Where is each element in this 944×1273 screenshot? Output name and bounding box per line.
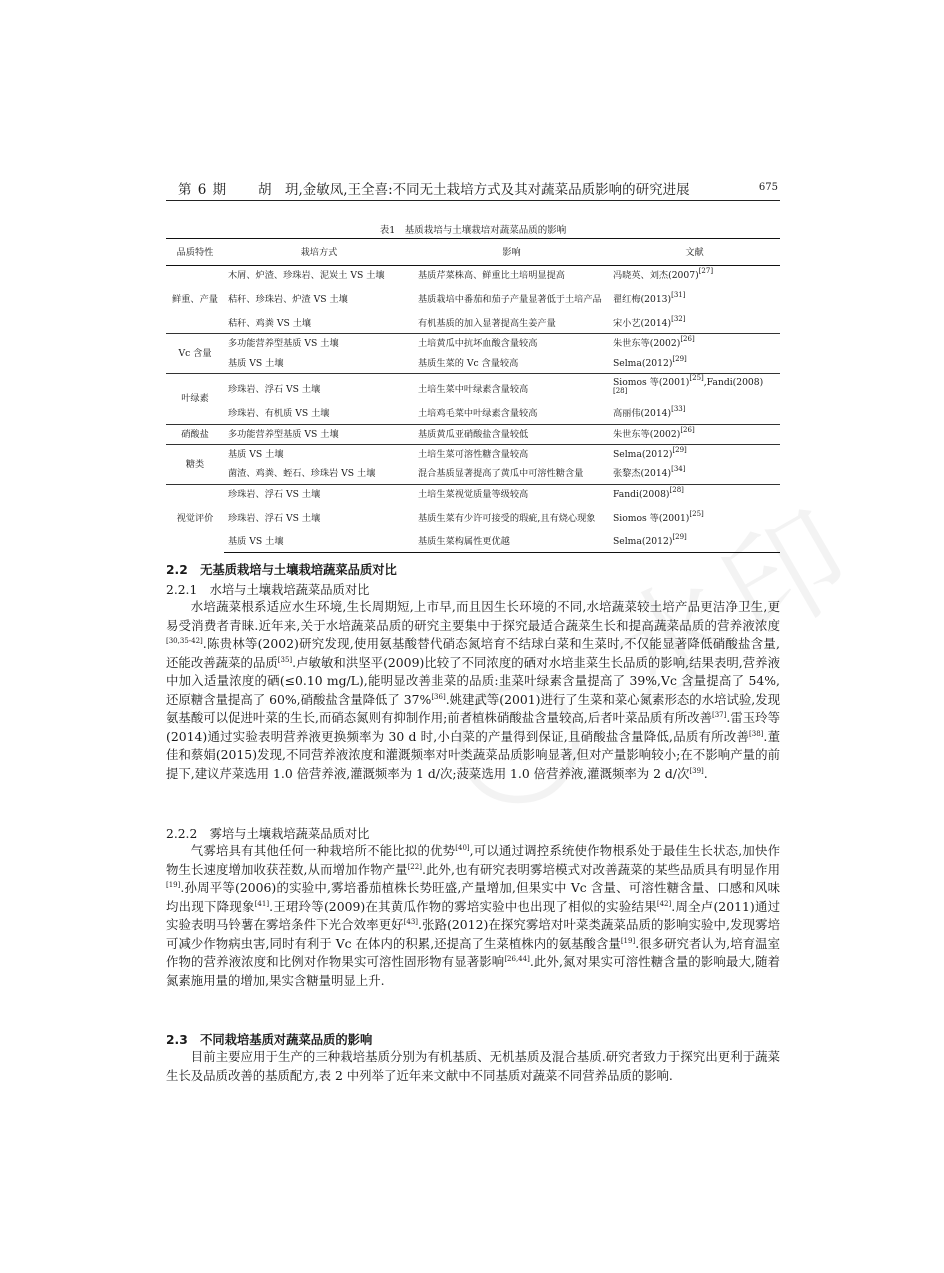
citation-mark: [39] — [689, 766, 704, 775]
cultivation-method: 基质 VS 土壤 — [224, 444, 414, 464]
quality-category: 视觉评价 — [166, 484, 224, 552]
body-text: .此外,氮对果实可溶性糖含量的影响最大,随着氮素施用量的增加,果实含糖量明显上升. — [166, 954, 780, 988]
cultivation-method: 珍珠岩、有机质 VS 土壤 — [228, 408, 330, 420]
reference-text: 翟红梅(2013) — [613, 294, 672, 305]
reference — [609, 404, 780, 424]
citation-mark: [36] — [431, 692, 446, 701]
quality-category: 糖类 — [166, 444, 224, 484]
reference-text: ,Fandi(2008) — [703, 377, 764, 388]
cultivation-method: 菌渣、鸡粪、蛭石、珍珠岩 VS 土壤 — [228, 468, 376, 480]
reference — [609, 374, 780, 405]
effect: 基质栽培中番茄和茄子产量显著低于土培产品 — [418, 294, 602, 305]
cultivation-method: 多功能营养型基质 VS 土壤 — [224, 424, 414, 444]
paragraph-aeroponics — [166, 842, 780, 990]
effect: 基质芹菜株高、鲜重比土培明显提高 — [418, 270, 565, 282]
effect: 基质生菜有少许可接受的瑕疵,且有烧心现象 — [418, 512, 596, 524]
quality-category: Vc 含量 — [166, 334, 224, 374]
col-header-method: 栽培方式 — [224, 239, 414, 266]
citation-mark: [32] — [671, 314, 686, 323]
col-header-quality: 品质特性 — [166, 239, 224, 266]
citation-mark: [33] — [671, 405, 686, 414]
citation-mark: [27] — [698, 267, 714, 276]
citation-mark: [30,35-42] — [166, 637, 203, 645]
citation-mark: [42] — [656, 899, 672, 908]
citation-mark: [41] — [254, 899, 270, 908]
body-text: ,可以通过调控系统使作物根系处于最佳生长状态,加快作物生长速度增加收获茬数,从而增加作物产量 — [166, 843, 780, 877]
body-text: .孙周平等(2006)的实验中,雾培番茄植株长势旺盛,产量增加,但果实中 Vc 含量、可溶性糖含量、口感和风味均出现下降现象 — [166, 880, 780, 914]
reference-text: 宋小艺(2014) — [613, 317, 672, 329]
effect: 有机基质的加入显著提高生姜产量 — [418, 317, 556, 329]
effect: 土培黄瓜中抗坏血酸含量较高 — [414, 334, 609, 354]
citation-mark: [19] — [620, 936, 636, 945]
cultivation-method: 珍珠岩、浮石 VS 土壤 — [228, 512, 321, 524]
table-row — [166, 444, 780, 464]
running-header — [166, 178, 780, 201]
citation-mark: [37] — [712, 711, 727, 719]
table-row — [166, 404, 780, 424]
table-row — [166, 314, 780, 334]
section-2-2-heading: 2.2 无基质栽培与土壤栽培蔬菜品质对比 — [166, 563, 397, 577]
reference-text: 高丽伟(2014) — [613, 408, 672, 420]
body-text: .此外,也有研究表明雾培模式对改善蔬菜的某些品质具有明显作用 — [421, 861, 780, 877]
effect: 土培鸡毛菜中叶绿素含量较高 — [418, 408, 538, 420]
reference — [609, 266, 780, 286]
table-row — [166, 374, 780, 405]
reference — [609, 334, 780, 354]
reference-text: Siomos 等(2001) — [613, 512, 690, 524]
body-text: .陈贵林等(2002)研究发现,使用氨基酸替代硝态氮培育不结球白菜和生菜时,不仅能显著降低硝酸盐含量,还能改善蔬菜的品质 — [166, 636, 780, 670]
citation-mark: [26] — [680, 335, 695, 344]
cultivation-method: 多功能营养型基质 VS 土壤 — [224, 334, 414, 354]
body-text: .姚建武等(2001)进行了生菜和菜心氮素形态的水培试验,发现氨基酸可以促进叶菜的生长,而硝态氮则有抑制作用;前者植株硝酸盐含量较高,后者叶菜品质有所改善 — [166, 691, 780, 725]
cultivation-method: 秸秆、鸡粪 VS 土壤 — [228, 317, 312, 329]
table-row — [166, 484, 780, 504]
citation-mark: [34] — [671, 465, 686, 474]
table-row — [166, 424, 780, 444]
effect: 基质黄瓜亚硝酸盐含量较低 — [414, 424, 609, 444]
body-text: .很多研究者认为,培育温室作物的营养液浓度和比例对作物果实可溶性固形物有显著影响 — [166, 935, 780, 969]
table-row — [166, 286, 780, 314]
citation-mark: [43] — [403, 918, 419, 926]
cultivation-method: 珍珠岩、浮石 VS 土壤 — [224, 374, 414, 405]
effect: 混合基质显著提高了黄瓜中可溶性糖含量 — [418, 468, 584, 480]
citation-mark: [25] — [689, 374, 704, 382]
reference — [609, 314, 780, 334]
page-number: 675 — [758, 182, 778, 193]
citation-mark: [29] — [672, 533, 687, 542]
issue-number: 第 6 期 — [178, 182, 228, 198]
section-2-2-1-heading: 2.2.1 水培与土壤栽培蔬菜品质对比 — [166, 583, 370, 597]
quality-category: 叶绿素 — [166, 374, 224, 425]
table-body — [166, 266, 780, 553]
body-text: .王珺玲等(2009)在其黄瓜作物的雾培实验中也出现了相似的实验结果 — [269, 898, 657, 914]
cultivation-method: 基质 VS 土壤 — [224, 532, 414, 552]
table-row — [166, 334, 780, 354]
col-header-effect: 影响 — [414, 239, 609, 266]
effect: 土培生菜中叶绿素含量较高 — [414, 374, 609, 405]
cultivation-method: 基质 VS 土壤 — [228, 357, 284, 369]
body-text: 气雾培具有其他任何一种栽培所不能比拟的优势 — [190, 843, 456, 858]
reference — [609, 286, 780, 314]
reference-text: 朱世东等(2002) — [613, 338, 681, 350]
reference — [609, 464, 780, 484]
body-text: .张路(2012)在探究雾培对叶菜类蔬菜品质的影响实验中,发现雾培可减少作物病虫害,同时有利于 Vc 在体内的积累,还提高了生菜植株内的氨基酸含量 — [166, 917, 780, 951]
table-row — [166, 464, 780, 484]
section-2-3-heading: 2.3 不同栽培基质对蔬菜品质的影响 — [166, 1033, 373, 1047]
citation-mark: [26] — [680, 425, 695, 434]
citation-mark: [26,44] — [504, 955, 530, 963]
effect: 土培生菜可溶性糖含量较高 — [414, 444, 609, 464]
citation-mark: [38] — [749, 729, 764, 738]
quality-table — [166, 238, 780, 553]
reference-text: Selma(2012) — [613, 536, 673, 548]
body-text: . — [703, 765, 708, 781]
citation-mark: [28] — [669, 485, 684, 494]
table-row — [166, 354, 780, 374]
citation-mark: [25] — [689, 509, 704, 518]
cultivation-method: 秸秆、珍珠岩、炉渣 VS 土壤 — [228, 294, 348, 305]
body-text: .雷玉玲等(2014)通过实验表明营养液更换频率为 30 d 时,小白菜的产量得到保证,且硝酸盐含量降低,品质有所改善 — [166, 710, 780, 744]
quality-category: 鲜重、产量 — [172, 294, 218, 305]
reference-text: Selma(2012) — [613, 448, 673, 460]
reference-text: 朱世东等(2002) — [613, 428, 681, 440]
effect: 基质生菜构属性更优越 — [414, 532, 609, 552]
reference — [609, 444, 780, 464]
citation-mark: [40] — [455, 844, 470, 852]
citation-mark: [35] — [277, 655, 293, 664]
effect: 基质生菜的 Vc 含量较高 — [418, 357, 519, 369]
reference-text: Siomos 等(2001) — [613, 377, 690, 388]
citation-mark: [31] — [671, 291, 686, 299]
quality-category: 硝酸盐 — [166, 424, 224, 444]
body-text: .卢敏敏和洪坚平(2009)比较了不同浓度的硒对水培韭菜生长品质的影响,结果表明,营养液中加入适量浓度的硒(≤0.10 mg/L),能明显改善韭菜的品质:韭菜叶绿素含量提高了 39%,Vc 含量提高了 54%,还原糖含量提高了 60%,硝酸盐含量降低了 37% — [166, 654, 780, 707]
citation-mark: [29] — [672, 354, 687, 363]
reference — [609, 354, 780, 374]
citation-mark: [19] — [166, 881, 181, 889]
running-title: 胡 玥,金敏凤,王全喜:不同无土栽培方式及其对蔬菜品质影响的研究进展 — [258, 182, 690, 198]
paragraph-substrates — [166, 1048, 780, 1085]
reference-text: 冯晓英、刘杰(2007) — [613, 270, 699, 282]
body-text: 水培蔬菜根系适应水生环境,生长周期短,上市早,而且因生长环境的不同,水培蔬菜较土培产品更洁净卫生,更易受消费者青睐.近年来,关于水培蔬菜品质的研究主要集中于探究最适合蔬菜生长和提高蔬菜品质的营养液浓度 — [166, 599, 780, 633]
body-text: .周全卢(2011)通过实验表明马铃薯在雾培条件下光合效率更好 — [166, 898, 781, 932]
reference-text: Selma(2012) — [613, 357, 673, 369]
table-caption: 表1 基质栽培与土壤栽培对蔬菜品质的影响 — [379, 225, 567, 236]
citation-mark: [28] — [613, 387, 628, 395]
cultivation-method: 珍珠岩、浮石 VS 土壤 — [224, 484, 414, 504]
table-row — [166, 266, 780, 286]
reference-text: Fandi(2008) — [613, 488, 670, 500]
cultivation-method: 木屑、炉渣、珍珠岩、泥炭土 VS 土壤 — [228, 270, 385, 282]
citation-mark: [22] — [407, 862, 422, 871]
reference-text: 张黎杰(2014) — [613, 468, 672, 480]
col-header-reference: 文献 — [609, 239, 780, 266]
body-text: .董佳和蔡娟(2015)发现,不同营养液浓度和灌溉频率对叶类蔬菜品质影响显著,但对产量影响较小;在不影响产量的前提下,建议芹菜选用 1.0 倍营养液,灌溉频率为 1 d/次;菠菜选用 1.0 倍营养液,灌溉频率为 2 d/次 — [166, 728, 780, 781]
effect: 土培生菜视觉质量等级较高 — [414, 484, 609, 504]
body-text: 目前主要应用于生产的三种栽培基质分别为有机基质、无机基质及混合基质.研究者致力于探究出更利于蔬菜生长及品质改善的基质配方,表 2 中列举了近年来文献中不同基质对蔬菜不同营养品质的影响. — [166, 1049, 780, 1083]
reference — [609, 424, 780, 444]
citation-mark: [29] — [672, 445, 687, 454]
section-2-2-2-heading: 2.2.2 雾培与土壤栽培蔬菜品质对比 — [166, 827, 370, 841]
